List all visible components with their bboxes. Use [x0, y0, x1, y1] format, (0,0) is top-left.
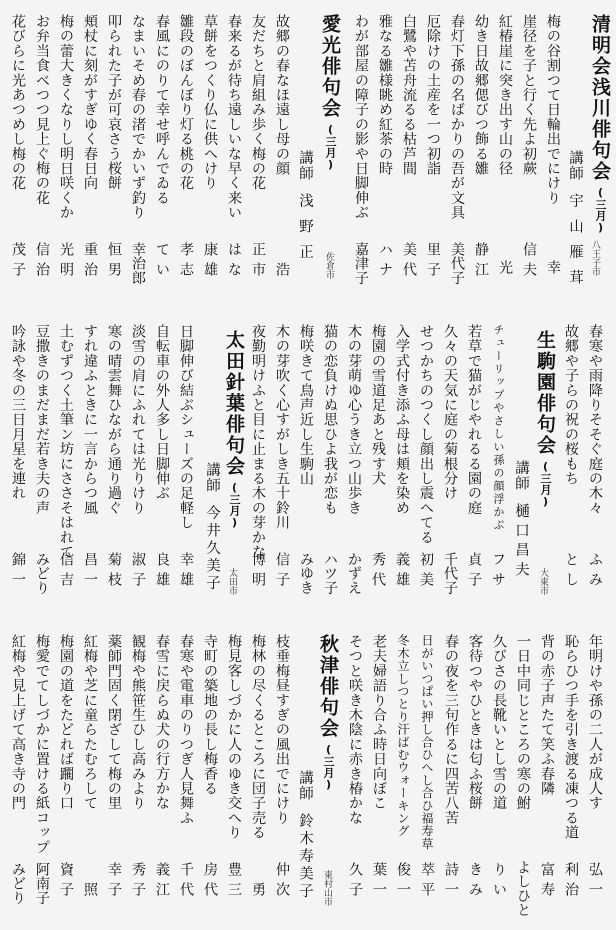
haiku-verse: 薬師門固く閉ざして梅の里	[106, 634, 122, 811]
haiku-author: 信子	[274, 552, 290, 593]
haiku-author: 静江	[473, 242, 489, 283]
haiku-author: りい	[491, 862, 507, 903]
haiku-author: 富寿	[539, 862, 555, 903]
haiku-verse: 日脚伸び結ぶシューズの足軽し	[178, 324, 194, 530]
haiku-column	[375, 0, 395, 300]
haiku-column	[272, 0, 292, 300]
month-label: (三月)	[228, 481, 241, 529]
teacher-akitsu	[296, 770, 316, 901]
haiku-column	[345, 620, 365, 920]
haiku-verse: 紅梅や見上げて高き寺の門	[10, 634, 26, 811]
haiku-verse: 雅なる雛様眺め紅茶の時	[377, 14, 393, 176]
teacher-name: 浅野正	[297, 193, 313, 270]
teacher-name: 鈴木寿美子	[297, 813, 313, 901]
haiku-author: 利治	[563, 862, 579, 903]
haiku-column	[248, 620, 268, 920]
title-text: 秋津俳句会	[317, 634, 339, 739]
title-text: 太田針葉俳句会	[223, 330, 245, 477]
haiku-column	[200, 620, 220, 920]
haiku-verse: 吟詠や冬の三日月星を連れ	[10, 324, 26, 501]
haiku-verse: 一日中同じところの寒の鮒	[515, 634, 531, 811]
haiku-verse: 梅愛でてしづかに置ける紙コップ	[34, 634, 50, 855]
teacher-seimeikai	[566, 150, 586, 295]
haiku-verse: 白鷺や苫舟流るる枯芦間	[401, 14, 417, 176]
group-title-aiko	[318, 14, 344, 171]
haiku-column	[32, 620, 52, 920]
haiku-author: 千代子	[442, 552, 458, 595]
band-top	[0, 0, 616, 310]
haiku-column	[393, 620, 413, 920]
haiku-column	[416, 310, 436, 610]
haiku-verse: 春風にのりて幸せ呼んでゐる	[154, 14, 170, 206]
haiku-author: 茂子	[10, 242, 26, 283]
haiku-verse: 花びらに光あつめし梅の花	[10, 14, 26, 191]
haiku-column	[8, 0, 28, 300]
teacher-aiko	[296, 150, 316, 270]
haiku-column	[369, 620, 389, 920]
haiku-verse: 梅の谷割つて日輪出でにけり	[545, 14, 561, 206]
haiku-author: 弘一	[587, 862, 603, 903]
haiku-author: 萃平	[419, 862, 435, 903]
haiku-column	[176, 0, 196, 300]
haiku-verse: 老夫婦語り合ふ時日向ぼこ	[371, 634, 387, 811]
haiku-author: 孝志	[178, 242, 194, 283]
haiku-column	[489, 620, 509, 920]
teacher-label: 講師	[297, 770, 313, 801]
location-label: 東村山市	[322, 870, 332, 906]
teacher-ota-shinyo	[203, 462, 223, 593]
haiku-verse: 梅咲きて鳥声近し生駒山	[298, 324, 314, 486]
group-title-ota-shinyo	[222, 330, 248, 529]
haiku-verse: 久々の天気に庭の菊根分け	[442, 324, 458, 501]
haiku-column	[80, 0, 100, 300]
haiku-author: 義江	[154, 862, 170, 903]
haiku-verse: 日がいつぱい押し合ひへし合ひ福寿草	[420, 634, 434, 850]
haiku-verse: 土むずつく土筆ン坊にささそはれて	[58, 324, 74, 560]
haiku-verse: 雛段のぼんぼり灯る桃の花	[178, 14, 194, 191]
haiku-column	[417, 620, 437, 920]
haiku-verse: 自転車の外人多し日脚伸ぶ	[154, 324, 170, 501]
title-text: 愛光俳句会	[319, 14, 341, 119]
haiku-column	[8, 620, 28, 920]
haiku-column	[440, 310, 460, 610]
haiku-author: 房代	[202, 862, 218, 903]
group-title-akitsu	[316, 634, 342, 791]
month-label: (三月)	[539, 460, 552, 508]
haiku-column	[471, 0, 491, 300]
haiku-author: 淑子	[130, 552, 146, 593]
haiku-verse: そつと咲き木陰に赤き椿かな	[347, 634, 363, 826]
haiku-column	[495, 0, 515, 300]
haiku-verse: チューリップやさしい孫の顔浮かぶ	[492, 324, 505, 532]
haiku-column	[351, 0, 371, 300]
haiku-column	[296, 310, 316, 610]
haiku-column	[392, 310, 412, 610]
haiku-author: 昌一	[82, 552, 98, 593]
haiku-author: 照	[82, 882, 98, 903]
location-label: 大東市	[538, 568, 548, 595]
haiku-author: 嘉津子	[353, 242, 369, 285]
haiku-author: 菊枝	[106, 552, 122, 593]
haiku-verse: 春寒や雨降りそそぐ庭の木々	[587, 324, 603, 516]
haiku-author: 幸雄	[178, 552, 194, 593]
haiku-verse: 背の赤子声たて笑ふ春隣	[539, 634, 555, 796]
haiku-column	[272, 310, 292, 610]
haiku-verse: 木の芽吹く心すがしき五十鈴川	[274, 324, 290, 530]
haiku-column	[368, 310, 388, 610]
haiku-verse: 梅の蕾大きくなりし明日咲くか	[58, 14, 74, 220]
haiku-column	[80, 310, 100, 610]
haiku-column	[464, 310, 484, 610]
haiku-column	[537, 620, 557, 920]
haiku-author: 恒男	[106, 242, 122, 283]
haiku-verse: 梅見客しづかに人のゆき交へり	[226, 634, 242, 840]
band-middle	[0, 310, 616, 620]
haiku-column	[200, 0, 220, 300]
haiku-author: きみ	[467, 862, 483, 903]
haiku-column	[128, 0, 148, 300]
haiku-author: 千代	[178, 862, 194, 903]
haiku-column	[56, 0, 76, 300]
haiku-author: 里子	[425, 242, 441, 283]
haiku-column	[447, 0, 467, 300]
haiku-column	[104, 0, 124, 300]
haiku-author: 秀代	[370, 552, 386, 593]
haiku-column	[128, 620, 148, 920]
haiku-column	[224, 620, 244, 920]
haiku-verse: 春来るが待ち遠しいな早く来い	[226, 14, 242, 220]
haiku-author: みどり	[34, 552, 50, 595]
haiku-author: 幸子	[106, 862, 122, 903]
teacher-label: 講師	[513, 460, 529, 491]
haiku-author: 勇	[250, 882, 266, 903]
haiku-column	[561, 310, 581, 610]
haiku-author: ハナ	[377, 242, 393, 283]
haiku-verse: 梅園の道をたどれば躙り口	[58, 634, 74, 811]
location-label: 佐倉市	[324, 252, 334, 279]
haiku-column	[248, 310, 268, 610]
haiku-column	[585, 620, 605, 920]
haiku-verse: お弁当食べつつ見上ぐ梅の花	[34, 14, 50, 206]
haiku-author: とし	[563, 552, 579, 593]
haiku-verse: 久びさの長靴いとし雪の道	[491, 634, 507, 811]
haiku-author: 正市	[250, 242, 266, 283]
haiku-verse: 猫の恋負けぬ思ひよ我が恋も	[322, 324, 338, 516]
teacher-name: 宇山雁茸	[567, 193, 583, 295]
haiku-author: 豊三	[226, 862, 242, 903]
haiku-column	[272, 620, 292, 920]
haiku-column	[104, 620, 124, 920]
haiku-column	[128, 310, 148, 610]
haiku-author: 詩一	[443, 862, 459, 903]
haiku-verse: 叩られた子が可哀さう桜餅	[106, 14, 122, 191]
haiku-author: 阿南子	[34, 862, 50, 905]
haiku-verse: 故郷や子らの祝の桜もち	[563, 324, 579, 486]
haiku-verse: 頬杖に刻がすぎゆく春日向	[82, 14, 98, 191]
teacher-label: 講師	[297, 150, 313, 181]
haiku-author: 美代	[401, 242, 417, 283]
haiku-verse: 若草で猫がじやれるる園の庭	[466, 324, 482, 516]
haiku-author: 美代子	[449, 242, 465, 285]
haiku-author: よしひと	[515, 860, 531, 917]
haiku-column	[561, 620, 581, 920]
haiku-author: てい	[154, 242, 170, 283]
teacher-ikomaen	[512, 460, 532, 581]
haiku-verse: 客待つやひときは匂ふ桜餅	[467, 634, 483, 811]
haiku-column	[465, 620, 485, 920]
haiku-author: 光	[497, 260, 513, 281]
haiku-author: かずえ	[346, 552, 362, 595]
haiku-column	[513, 620, 533, 920]
haiku-verse: 幼き日故郷偲びつ飾る雛	[473, 14, 489, 176]
month-label: (三月)	[324, 123, 337, 171]
haiku-column	[176, 310, 196, 610]
haiku-author: 浩	[274, 262, 290, 283]
haiku-column	[152, 310, 172, 610]
haiku-verse: 春の夜を三句作るに四苦八苦	[443, 634, 459, 826]
haiku-column	[104, 310, 124, 610]
haiku-column	[32, 0, 52, 300]
band-bottom	[0, 620, 616, 930]
haiku-verse: 紅梅や芝に童らたむろして	[82, 634, 98, 811]
haiku-author: 資子	[58, 862, 74, 903]
haiku-verse: 恥らひつ手を引き渡る凍つる道	[563, 634, 579, 840]
haiku-verse: せつかちのつくし顔出し震へてる	[418, 324, 434, 545]
haiku-column	[344, 310, 364, 610]
haiku-column	[152, 620, 172, 920]
haiku-verse: すれ違ふときに一言からつ風	[82, 324, 98, 516]
teacher-label: 講師	[204, 462, 220, 493]
haiku-verse: なまいそめ春の渚でかいず釣り	[130, 14, 146, 220]
haiku-author: 光明	[58, 242, 74, 283]
haiku-column	[585, 310, 605, 610]
haiku-author: 信治	[34, 242, 50, 283]
haiku-verse: 夜勤明けふと目に止まる木の芽かな	[250, 324, 266, 560]
haiku-verse: 紅椿崖に突き出す山の径	[497, 14, 513, 176]
haiku-column	[32, 310, 52, 610]
title-text: 生駒園俳句会	[534, 330, 556, 456]
month-label: (三月)	[322, 743, 335, 791]
haiku-author: 重治	[82, 242, 98, 283]
teacher-name: 樋口昌夫	[513, 503, 529, 581]
haiku-author: 錦一	[10, 552, 26, 593]
haiku-column	[176, 620, 196, 920]
haiku-author: みどり	[10, 862, 26, 905]
haiku-author: ハツ子	[322, 552, 338, 595]
haiku-author: みゆき	[298, 552, 314, 595]
haiku-column	[80, 620, 100, 920]
haiku-verse: わが部屋の障子の影や日脚伸ぶ	[353, 14, 369, 220]
haiku-column	[56, 620, 76, 920]
haiku-author: 康雄	[202, 242, 218, 283]
haiku-author: 葉一	[371, 862, 387, 903]
haiku-column	[8, 310, 28, 610]
haiku-verse: 友だちと肩組み歩く梅の花	[250, 14, 266, 191]
haiku-verse: 春雪に戻らぬ犬の行方かな	[154, 634, 170, 811]
location-label: 八王子市	[590, 240, 600, 276]
haiku-author: 信吉	[58, 552, 74, 593]
haiku-column	[423, 0, 443, 300]
haiku-verse: 木の芽萌ゆ心うき立つ山歩き	[346, 324, 362, 516]
title-text: 清明会浅川俳句会	[589, 14, 611, 182]
haiku-author: 良雄	[154, 552, 170, 593]
haiku-author: 初美	[418, 552, 434, 593]
haiku-author: ふみ	[587, 552, 603, 593]
location-label: 太田市	[227, 568, 237, 595]
haiku-column	[441, 620, 461, 920]
haiku-author: 義雄	[394, 552, 410, 593]
haiku-author: 秀子	[130, 862, 146, 903]
haiku-verse: 冬木立しつとり汗ばむウォーキング	[396, 634, 410, 838]
haiku-author: 幸治郎	[130, 242, 146, 285]
haiku-verse: 梅園の雪道足あと残す犬	[370, 324, 386, 486]
haiku-author: フサ	[490, 552, 506, 593]
haiku-column	[488, 310, 508, 610]
haiku-verse: 入学式付き添ふ母は頬を染め	[394, 324, 410, 516]
haiku-author: 貞子	[466, 552, 482, 593]
haiku-column	[56, 310, 76, 610]
haiku-column	[224, 0, 244, 300]
haiku-column	[519, 0, 539, 300]
haiku-verse: 崖径を子と行く先よ初蕨	[521, 14, 537, 176]
haiku-verse: 豆撒きのまだまだ若き夫の声	[34, 324, 50, 516]
haiku-verse: 厄除けの土産を一つ初詣	[425, 14, 441, 176]
haiku-column	[399, 0, 419, 300]
haiku-verse: 春灯下孫の名ばかりの吾が文具	[449, 14, 465, 220]
haiku-author: はな	[226, 242, 242, 283]
haiku-author: 久子	[347, 862, 363, 903]
haiku-verse: 枝垂梅昼すぎの風出でにけり	[274, 634, 290, 826]
haiku-author: 仲次	[274, 862, 290, 903]
haiku-column	[543, 0, 563, 300]
haiku-verse: 観梅や熊笹生ひし高みより	[130, 634, 146, 811]
haiku-verse: 草餅をつくり仏に供へけり	[202, 14, 218, 191]
haiku-author: 博明	[250, 552, 266, 593]
haiku-verse: 年明けや孫の二人が成人す	[587, 634, 603, 811]
haiku-verse: 寺町の築地の長し梅香る	[202, 634, 218, 796]
haiku-column	[248, 0, 268, 300]
teacher-label: 講師	[567, 150, 583, 181]
haiku-column	[152, 0, 172, 300]
group-title-ikomaen	[533, 330, 559, 508]
group-title-seimeikai	[588, 14, 614, 234]
haiku-author: 俊一	[395, 862, 411, 903]
teacher-name: 今井久美子	[204, 505, 220, 593]
haiku-verse: 寒の晴雲舞ひながら通り過ぐ	[106, 324, 122, 516]
haiku-author: 幸	[545, 260, 561, 281]
haiku-author: 信夫	[521, 242, 537, 283]
haiku-verse: 故郷の春なほ遠し母の顔	[274, 14, 290, 176]
haiku-column	[320, 310, 340, 610]
month-label: (三月)	[594, 186, 607, 234]
haiku-verse: 淡雪の肩にふれては光りけり	[130, 324, 146, 516]
haiku-verse: 春寒や電車のりつぎ人見舞ふ	[178, 634, 194, 826]
haiku-verse: 梅林の尽くるところに団子売る	[250, 634, 266, 840]
